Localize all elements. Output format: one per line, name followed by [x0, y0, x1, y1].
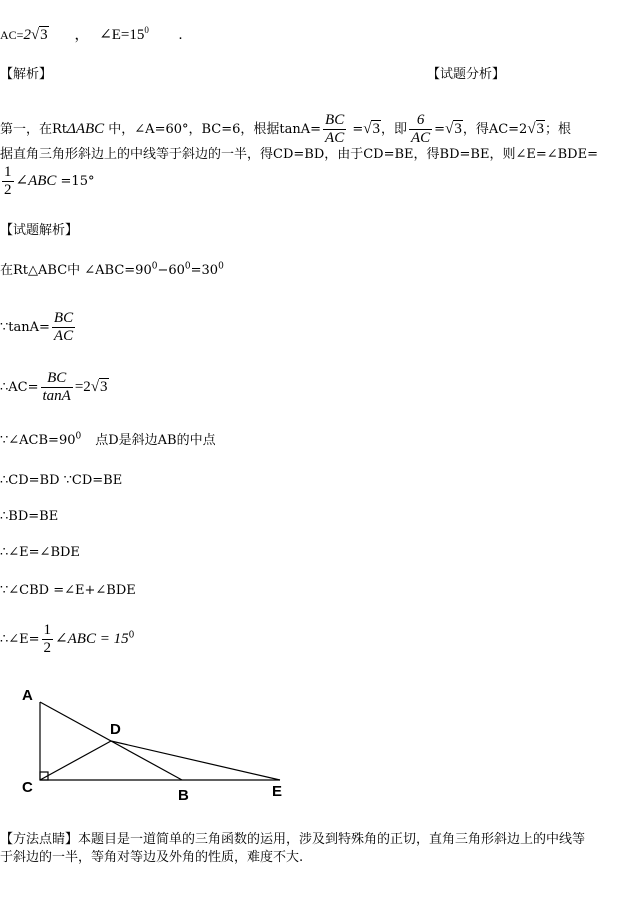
angle-e: ∠E=15	[99, 27, 145, 43]
solution-step-3: ∴AC= $\frac{BC}{\tan A}$ =2√3	[0, 370, 108, 404]
triangle-figure	[0, 680, 320, 810]
solution-heading: 【试题解析】	[0, 223, 79, 238]
segment-cd	[40, 741, 111, 780]
analysis-tag: 【试题分析】	[427, 67, 506, 82]
label-a: A	[22, 687, 33, 704]
answer-sep: ，	[74, 27, 90, 43]
solution-step-4: $\because\angle ACB=90^0$ 点D是斜边AB的中点	[0, 431, 216, 448]
fraction-6-ac: $\frac{6}{AC}$	[411, 112, 431, 146]
method-tip-line-2: 于斜边的一半，等角对等边及外角的性质，难度不大.	[0, 850, 304, 865]
solution-step-2: ∵tanA= $\frac{BC}{AC}$	[0, 310, 74, 344]
label-e: E	[272, 783, 283, 800]
analysis-line-2: 据直角三角形斜边上的中线等于斜边的一半，得CD=BD，由于CD=BE，得BD=BE，则∠E=∠BDE=	[0, 147, 598, 162]
solution-step-5: ∴CD=BD ∵CD=BE	[0, 473, 123, 488]
method-tip-line-1: 【方法点睛】本题目是一道简单的三角函数的运用，涉及到特殊角的正切，直角三角形斜边上的中线等	[0, 832, 586, 847]
segment-de	[111, 741, 280, 780]
label-d: D	[110, 721, 121, 738]
solution-step-7: ∴∠E=∠BDE	[0, 545, 80, 560]
label-b: B	[178, 787, 189, 804]
analysis-line-1: 第一，在RtΔABC 中，∠A=60°，BC=6，根据tanA= $\frac{BC}{AC}$ =√3，即 $\frac{6}{AC}$ =√3，得AC=2√3；根	[0, 112, 572, 146]
solution-step-1: 在Rt△ABC中 $\angle ABC=90^0-60^0=30^0$	[0, 261, 224, 278]
sqrt-ac: √3	[30, 27, 48, 43]
ac-coef: 2	[23, 27, 31, 43]
degree-sup: 0	[144, 25, 149, 35]
analysis-line-3: $\frac{1}{2}$ ∠ABC =15°	[4, 164, 95, 198]
label-c: C	[22, 779, 33, 796]
solution-step-6: ∴BD=BE	[0, 509, 59, 524]
ac-label: AC=	[0, 28, 24, 42]
answer-end: .	[178, 27, 183, 43]
answer-line	[0, 26, 182, 44]
solution-step-9: ∴∠E= $\frac{1}{2}$ ∠ABC = $15^0$	[0, 622, 135, 656]
solution-step-8: ∵∠CBD =∠E+∠BDE	[0, 583, 136, 598]
fraction-bc-ac: $\frac{BC}{AC}$	[325, 112, 345, 146]
analysis-heading: 【解析】	[0, 67, 53, 82]
fraction-half: $\frac{1}{2}$	[4, 164, 12, 198]
